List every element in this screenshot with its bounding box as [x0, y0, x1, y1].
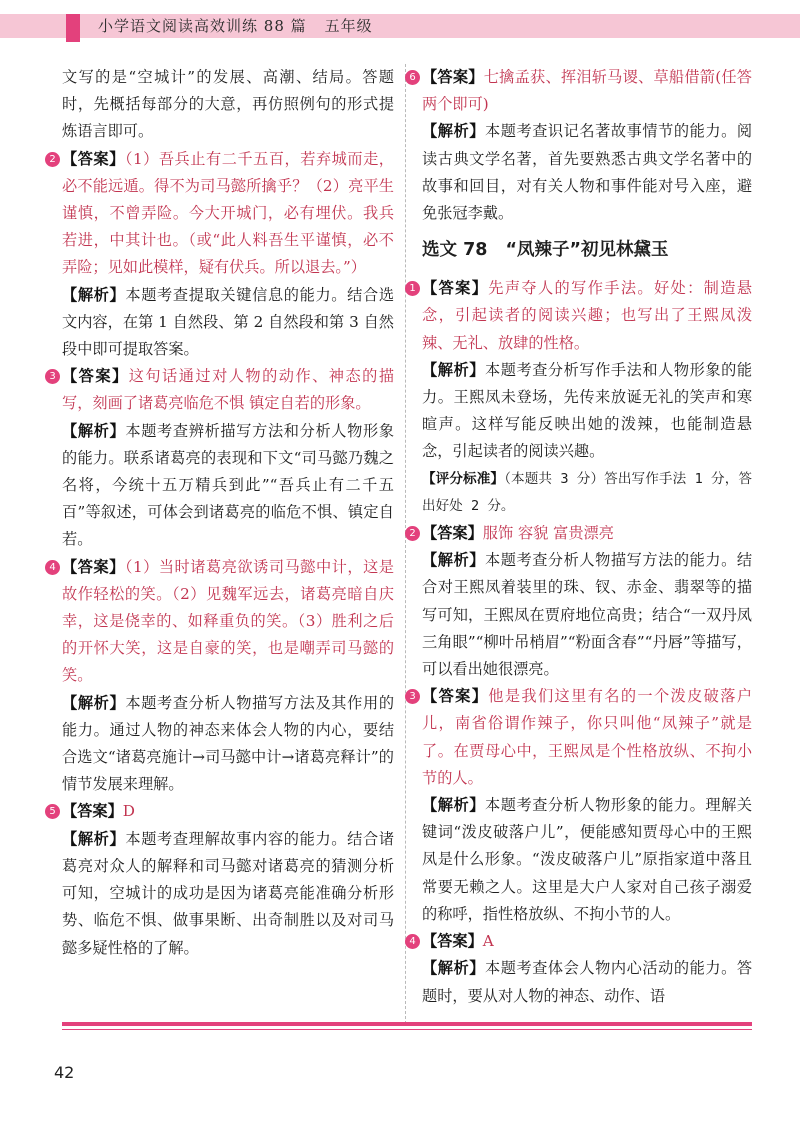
- left-column: [49, 64, 395, 962]
- answer-item-2: [49, 146, 395, 364]
- analysis-text: 本题考查体会人物内心活动的能力。答题时，要从对人物的神态、动作、语: [422, 959, 753, 1005]
- question-number-badge: 5: [45, 804, 60, 819]
- analysis-text: 本题考查识记名著故事情节的能力。阅读古典文学名著，首先要熟悉古典文学名著中的故事和回目，对有关人物和事件能对号入座，避免张冠李戴。: [422, 122, 753, 223]
- question-number-badge: 2: [45, 152, 60, 167]
- analysis-text: 本题考查分析写作手法和人物形象的能力。王熙凤未登场，先传来放诞无礼的笑声和寒暄声。这样写能反映出她的泼辣，也能制造悬念，引起读者的阅读兴趣。: [422, 360, 753, 461]
- question-number-badge: 3: [45, 369, 60, 384]
- question-number-badge: 3: [405, 689, 420, 704]
- section-label: 选文 78: [422, 240, 488, 261]
- scoring-standard-text: （本题共 3 分）答出写作手法 1 分，答出好处 2 分。: [422, 470, 752, 514]
- question-number-badge: 1: [405, 281, 420, 296]
- page-header: [0, 0, 800, 52]
- answer-tag: 【答案】: [422, 279, 489, 298]
- analysis-tag: 【解析】: [422, 360, 485, 379]
- question-number-badge: 4: [405, 934, 420, 949]
- answer-tag: 【答案】: [422, 524, 483, 543]
- answer-item-3: [49, 363, 395, 553]
- answer-tag: 【答案】: [62, 367, 129, 386]
- answer-text: 他是我们这里有名的一个泼皮破落户儿，南省俗谓作辣子，你只叫他“凤辣子”就是了。在贾母心中，王熙凤是个性格放纵、不拘小节的人。: [422, 687, 753, 787]
- answer-tag: 【答案】: [422, 932, 483, 951]
- answer-item-4: [49, 554, 395, 799]
- answer-tag: 【答案】: [62, 557, 125, 576]
- answer-tag: 【答案】: [422, 687, 489, 706]
- intro-paragraph: 文写的是“空城计”的发展、高潮、结局。答题时，先概括每部分的大意，再仿照例句的形式提炼语言即可。: [62, 68, 394, 141]
- analysis-text: 本题考查辨析描写方法和分析人物形象的能力。联系诸葛亮的表现和下文“司马懿乃魏之名将，今统十五万精兵到此”“吾兵止有二千五百”等叙述，可体会到诸葛亮的临危不惧、镇定自若。: [62, 421, 395, 549]
- question-number-badge: 4: [45, 560, 60, 575]
- book-title-text: 小学语文阅读高效训练 88 篇: [98, 17, 307, 35]
- analysis-tag: 【解析】: [62, 693, 126, 712]
- answer-item-r2: [409, 520, 753, 683]
- analysis-tag: 【解析】: [62, 285, 126, 304]
- analysis-tag: 【解析】: [62, 421, 126, 440]
- analysis-text: 本题考查分析人物描写方法及其作用的能力。通过人物的神态来体会人物的内心，要结合选文“诸葛亮施计→司马懿中计→诸葛亮释计”的情节发展来理解。: [62, 693, 395, 794]
- answer-text: 七擒孟获、挥泪斩马谡、草船借箭(任答两个即可): [422, 68, 752, 114]
- answer-tag: 【答案】: [62, 149, 125, 168]
- answer-text: 先声夺人的写作手法。好处：制造悬念，引起读者的阅读兴趣；也写出了王熙凤泼辣、无礼、放肆的性格。: [422, 279, 753, 352]
- analysis-text: 本题考查分析人物形象的能力。理解关键词“泼皮破落户儿”，便能感知贾母心中的王熙凤是什么形象。“泼皮破落户儿”原指家道中落且常要无赖之人。这里是大户人家对自己孩子溺爱的称呼，指性格放纵、不拘小节的人。: [422, 796, 753, 923]
- analysis-text: 本题考查分析人物描写方法的能力。结合对王熙凤着装里的珠、钗、赤金、翡翠等的描写可知，王熙凤在贾府地位高贵；结合“一双丹凤三角眼”“柳叶吊梢眉”“粉面含春”“丹唇”等描写，可以看出她很漂亮。: [422, 551, 753, 679]
- footer-rule-thin: [62, 1029, 752, 1030]
- analysis-tag: 【解析】: [422, 796, 485, 815]
- analysis-tag: 【解析】: [422, 959, 485, 978]
- book-title: [98, 14, 373, 38]
- answer-item-r4: [409, 928, 753, 1010]
- answer-item-r1: [409, 275, 753, 520]
- grade-label: 五年级: [324, 17, 373, 35]
- analysis-text: 本题考查提取关键信息的能力。结合选文内容，在第 1 自然段、第 2 自然段和第 3 自然段中即可提取答案。: [62, 285, 395, 359]
- page-number: 42: [54, 1063, 75, 1082]
- answer-text: （1）吾兵止有二千五百，若弃城而走，必不能远遁。得不为司马懿所擒乎？（2）亮平生谨慎，不曾弄险。今大开城门，必有埋伏。我兵若进，中其计也。（或“此人料吾生平谨慎，必不弄险；见如此模样，疑有伏兵。所以退去。”）: [62, 149, 394, 277]
- right-column: [409, 64, 753, 1010]
- footer-rule: [62, 1022, 752, 1026]
- answer-text: （1）当时诸葛亮欲诱司马懿中计，这是故作轻松的笑。（2）见魏军远去，诸葛亮暗自庆幸，这是侥幸的、如释重负的笑。（3）胜利之后的开怀大笑，这是自豪的笑，也是嘲弄司马懿的笑。: [62, 557, 394, 685]
- section-heading: [422, 229, 752, 271]
- answer-item-5: [49, 798, 395, 961]
- answer-text: 服饰 容貌 富贵漂亮: [482, 524, 614, 543]
- answer-text: 这句话通过对人物的动作、神态的描写，刻画了诸葛亮临危不惧 镇定自若的形象。: [62, 367, 395, 413]
- answer-item-6: [409, 64, 753, 227]
- column-divider: [405, 64, 406, 1024]
- analysis-tag: 【解析】: [422, 551, 485, 570]
- question-number-badge: 2: [405, 526, 420, 541]
- section-title-text: “凤辣子”初见林黛玉: [505, 240, 669, 261]
- header-tab-marker: [66, 14, 80, 42]
- question-number-badge: 6: [405, 70, 420, 85]
- answer-tag: 【答案】: [62, 802, 123, 821]
- answer-item-r3: [409, 683, 753, 928]
- answer-text: D: [122, 802, 135, 821]
- analysis-tag: 【解析】: [422, 122, 485, 141]
- answer-tag: 【答案】: [422, 68, 484, 86]
- answer-text: A: [482, 932, 494, 951]
- analysis-tag: 【解析】: [62, 829, 126, 848]
- analysis-text: 本题考查理解故事内容的能力。结合诸葛亮对众人的解释和司马懿对诸葛亮的猜测分析可知，空城计的成功是因为诸葛亮能准确分析形势、临危不惧、做事果断、出奇制胜以及对司马懿多疑性格的了解。: [62, 829, 395, 957]
- scoring-standard-tag: 【评分标准】: [422, 470, 505, 487]
